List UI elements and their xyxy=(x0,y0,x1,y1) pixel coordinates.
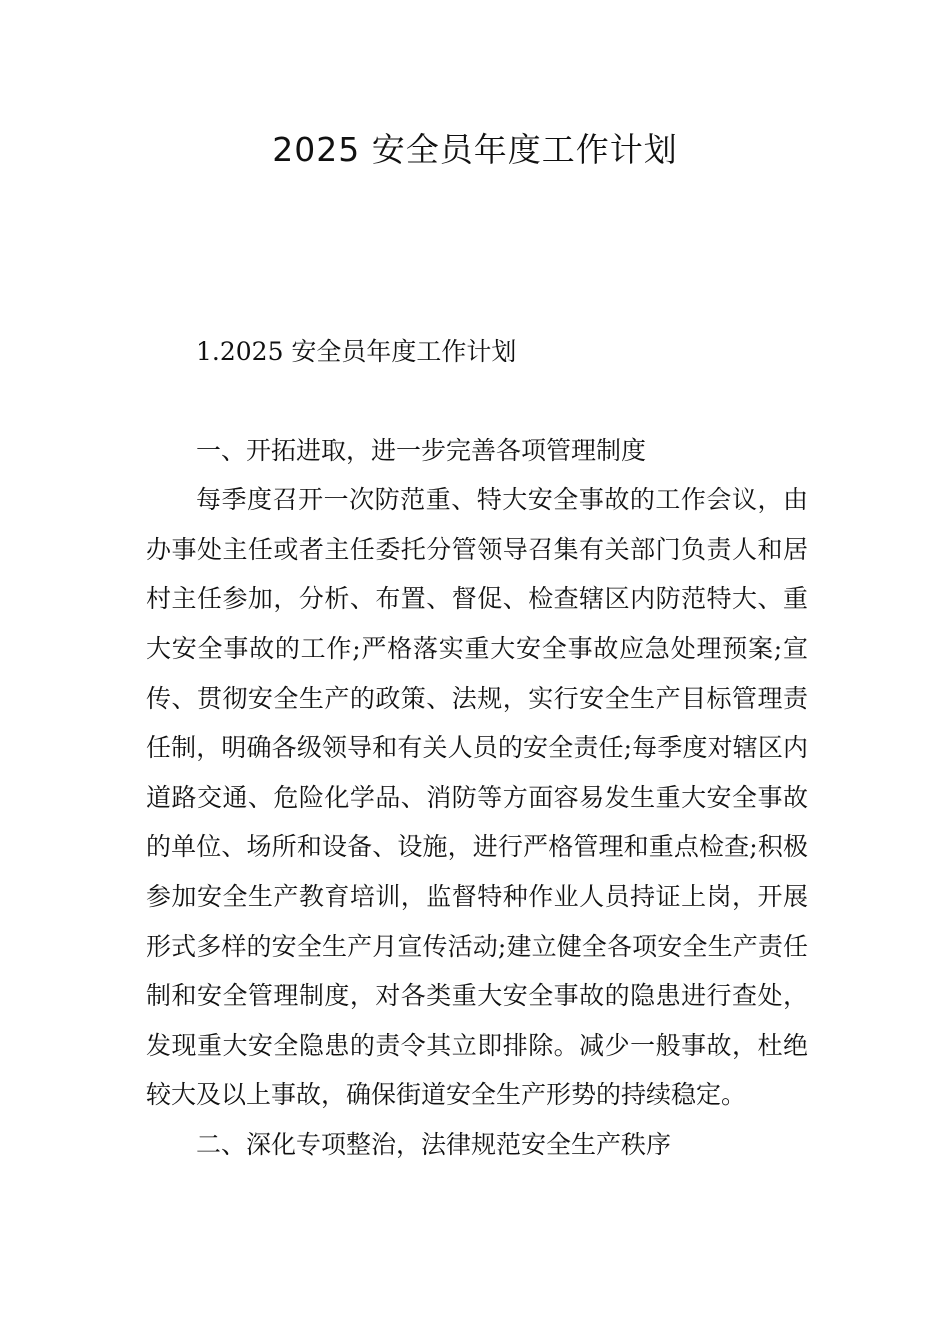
section-1-heading: 一、开拓进取，进一步完善各项管理制度 xyxy=(196,435,647,465)
document-title: 2025 安全员年度工作计划 xyxy=(272,130,678,169)
document-subtitle: 1.2025 安全员年度工作计划 xyxy=(196,337,517,366)
section-1-paragraph: 每季度召开一次防范重、特大安全事故的工作会议，由办事处主任或者主任委托分管领导召集有关部门负责人和居村主任参加，分析、布置、督促、检查辖区内防范特大、重大安全事故的工作;严格落实重大安全事故应急处理预案;宣传、贯彻安全生产的政策、法规，实行安全生产目标管理责任制，明确各级领导和有关人员的安全责任;每季度对辖区内道路交通、危险化学品、消防等方面容易发生重大安全事故的单位、场所和设备、设施，进行严格管理和重点检查;积极参加安全生产教育培训，监督特种作业人员持证上岗，开展形式多样的安全生产月宣传活动;建立健全各项安全生产责任制和安全管理制度，对各类重大安全事故的隐患进行查处，发现重大安全隐患的责令其立即排除。减少一般事故，杜绝较大及以上事故，确保街道安全生产形势的持续稳定。 xyxy=(146,485,808,1110)
section-2-heading: 二、深化专项整治，法律规范安全生产秩序 xyxy=(196,1129,672,1159)
document-body xyxy=(146,327,808,1170)
